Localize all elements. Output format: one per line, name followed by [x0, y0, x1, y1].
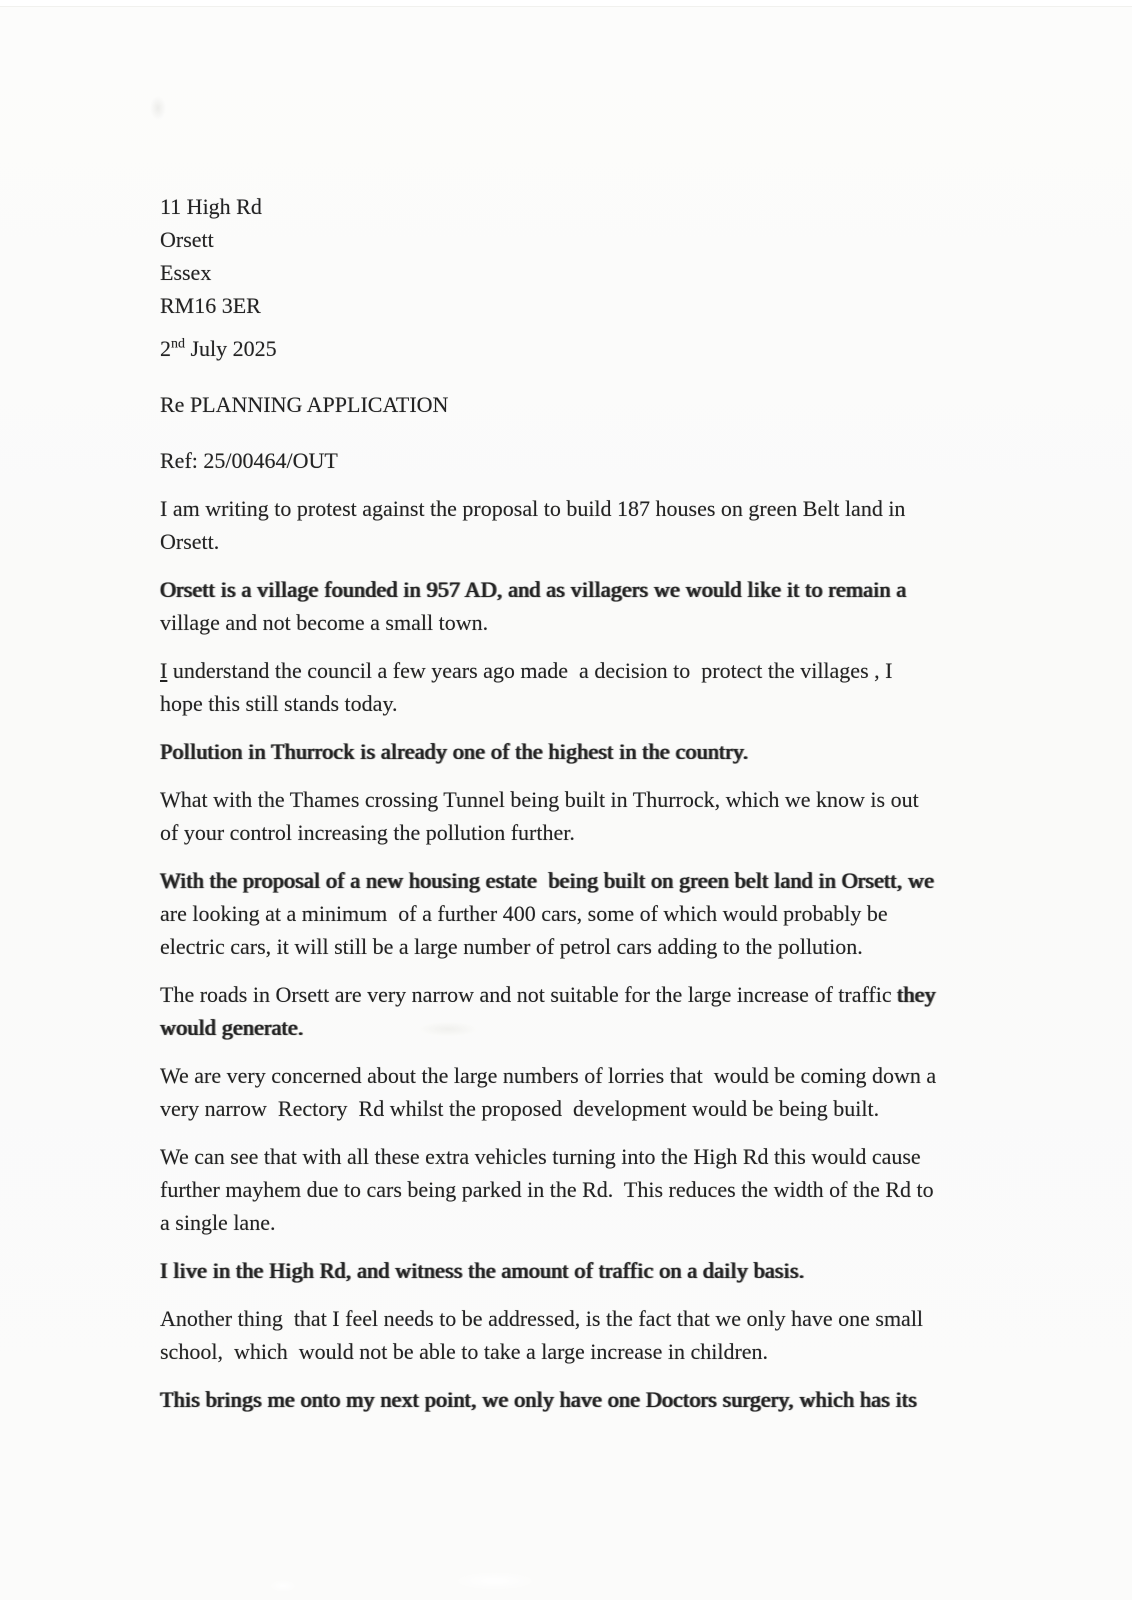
paragraph-5 [160, 783, 940, 849]
date-day: 2 [160, 336, 171, 361]
paragraph-text: What with the Thames crossing Tunnel being built in Thurrock, which we know is out of your control increasing the pollution further. [160, 787, 919, 845]
scan-artifact [150, 96, 166, 120]
paragraph-6 [160, 864, 940, 963]
paragraph-10 [160, 1254, 940, 1287]
address-line: 11 High Rd [160, 194, 262, 219]
paragraph-text-smudged: With the proposal of a new housing estate being built on green belt land in Orsett, we [160, 868, 935, 893]
paragraph-2 [160, 573, 940, 639]
paragraph-11 [160, 1302, 940, 1368]
paragraph-text: Another thing that I feel needs to be addressed, is the fact that we only have one small school, which would not be able to take a large increase in children. [160, 1306, 924, 1364]
paragraph-text-smudged: Orsett is a village founded in 957 AD, and as villagers we would like it to remain a [160, 577, 907, 602]
paragraph-text: We are very concerned about the large numbers of lorries that would be coming down a very narrow Rectory Rd whilst the proposed development would be being built. [160, 1063, 937, 1121]
paragraph-text-smudged: This brings me onto my next point, we only have one Doctors surgery, which has its [160, 1387, 917, 1412]
underlined-lead: I [160, 658, 168, 683]
letter-body [160, 190, 940, 1416]
paragraph-3 [160, 654, 940, 720]
scan-artifact [270, 1580, 296, 1592]
date-ordinal: nd [171, 336, 185, 352]
paragraph-text-smudged: I live in the High Rd, and witness the amount of traffic on a daily basis. [160, 1258, 805, 1283]
paragraph-text: village and not become a small town. [160, 610, 489, 635]
paragraph-text: I am writing to protest against the proposal to build 187 houses on green Belt land in Orsett. [160, 496, 906, 554]
paragraph-7 [160, 978, 940, 1044]
paragraph-text: are looking at a minimum of a further 400 cars, some of which would probably be electric cars, it will still be a large number of petrol cars adding to the pollution. [160, 901, 888, 959]
paragraph-text: The roads in Orsett are very narrow and not suitable for the large increase of traffic [160, 982, 898, 1007]
paragraph-text-smudged: Pollution in Thurrock is already one of the highest in the country. [160, 739, 749, 764]
paragraph-text-smudged: they would generate. [160, 982, 936, 1040]
subject-line: Re PLANNING APPLICATION [160, 392, 449, 417]
paragraph-4 [160, 735, 940, 768]
address-line: Orsett [160, 227, 214, 252]
sender-address [160, 190, 940, 322]
paragraph-text: understand the council a few years ago made a decision to protect the villages , I hope this still stands today. [160, 658, 893, 716]
date-month-year: July 2025 [185, 336, 277, 361]
paragraph-1 [160, 492, 940, 558]
address-line: RM16 3ER [160, 293, 261, 318]
paragraph-text: We can see that with all these extra vehicles turning into the High Rd this would cause further mayhem due to cars being parked in the Rd. This reduces the width of the Rd to a single lane. [160, 1144, 934, 1235]
reference-line: Ref: 25/00464/OUT [160, 448, 338, 473]
scan-artifact [455, 1572, 535, 1590]
address-line: Essex [160, 260, 212, 285]
letter-date [160, 332, 940, 365]
paragraph-12 [160, 1383, 940, 1416]
paragraph-9 [160, 1140, 940, 1239]
paragraph-8 [160, 1059, 940, 1125]
